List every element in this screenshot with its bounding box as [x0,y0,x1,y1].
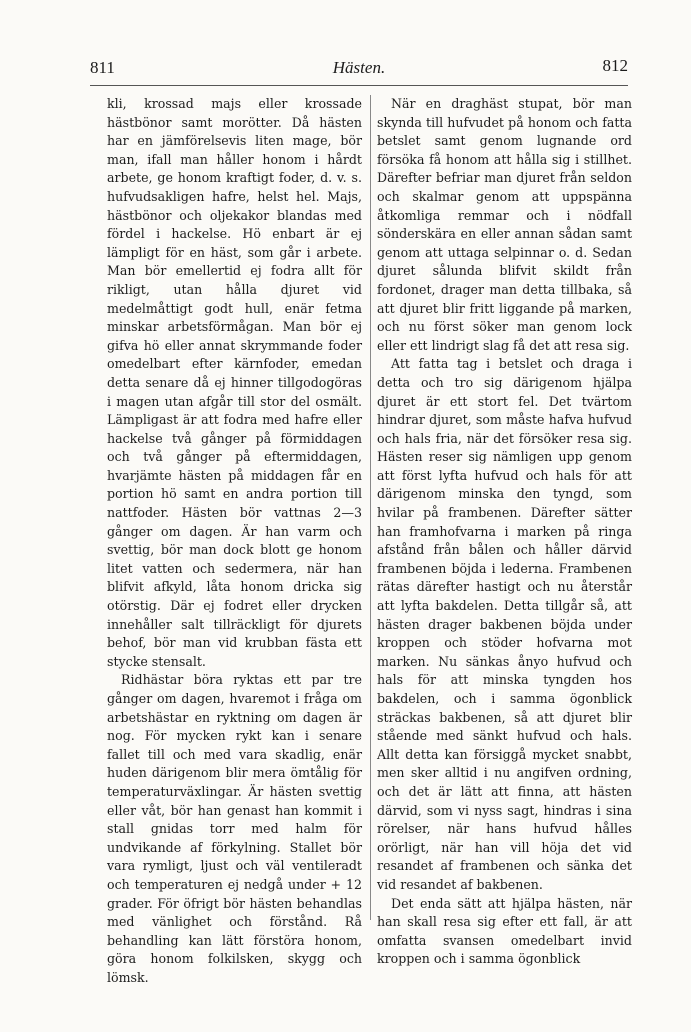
right-paragraph-1: När en draghäst stupat, bör man skynda till hufvudet på honom och fatta betslet samt genom lugnande ord försöka få honom att hålla sig i stillhet. Därefter befriar man djuret från seldon och skalmar genom att uppspänna åtkomliga remmar och i nödfall sönderskära en eller annan sådan samt genom att uttaga selpinnar o. d. Sedan djuret sålunda blifvit skildt från fordonet, drager man detta tillbaka, så att djuret blir fritt liggande på marken, och nu först söker man genom lock eller ett lindrigt slag få det att resa sig. [377,96,632,353]
left-page-number: 811 [90,58,115,77]
left-column [107,95,362,988]
right-page-number: 812 [602,56,628,75]
right-column [377,95,632,969]
left-paragraph-2: Ridhästar böra ryktas ett par tre gånger om dagen, hvaremot i fråga om arbetshästar en ryktning om dagen är nog. För mycken rykt kan i senare fallet till och med vara skadlig, enär huden därigenom blir mera ömtålig för temperaturväxlingar. Är hästen svettig eller våt, bör han genast han kommit i stall gnidas torr med halm för undvikande af förkylning. Stallet bör vara rymligt, ljust och väl ventileradt och temperaturen ej nedgå under + 12 grader. För öfrigt bör hästen behandlas med vänlighet och förstånd. Rå behandling kan lätt förstöra honom, göra honom folkilsken, skygg och lömsk. [107,672,362,985]
running-title: Hästen. [332,58,386,77]
left-paragraph-1: kli, krossad majs eller krossade hästbönor samt morötter. Då hästen har en jämförelsevis liten mage, bör man, ifall man håller honom i hårdt arbete, ge honom kraftigt foder, d. v. s. hufvudsakligen hafre, helst hel. Majs, hästbönor och oljekakor blandas med fördel i hackelse. Hö enbart är ej lämpligt för en häst, som går i arbete. Man bör emellertid ej fodra allt för rikligt, utan hålla djuret vid medelmåttigt godt hull, enär fetma minskar arbetsförmågan. Man bör ej gifva hö eller annat skrymmande foder omedelbart efter kärnfoder, emedan detta senare då ej hinner tillgodogöras i magen utan afgår till stor del osmält. Lämpligast är att fodra med hafre eller hackelse två gånger på förmiddagen och två gånger på eftermiddagen, hvarjämte hästen på middagen får en portion hö samt en andra portion till nattfoder. Hästen bör vattnas 2—3 gånger om dagen. Är han varm och svettig, bör man dock blott ge honom litet vatten och sedermera, när han blifvit afkyld, låta honom dricka sig otörstig. Där ej fodret eller drycken innehåller salt tillräckligt för djurets behof, bör man vid krubban fästa ett stycke stensalt. [107,96,362,669]
right-paragraph-2: Att fatta tag i betslet och draga i detta och tro sig därigenom hjälpa djuret är ett stort fel. Det tvärtom hindrar djuret, som måste hafva hufvud och hals fria, när det försöker resa sig. Hästen reser sig nämligen upp genom att först lyfta hufvud och hals för att därigenom minska den tyngd, som hvilar på frambenen. Därefter sätter han framhofvarna i marken på ringa afstånd från bålen och håller därvid frambenen böjda i lederna. Frambenen rätas därefter hastigt och nu återstår att lyfta bakdelen. Detta tillgår så, att hästen drager bakbenen böjda under kroppen och stöder hofvarna mot marken. Nu sänkas ånyo hufvud och hals för att minska tyngden hos bakdelen, och i samma ögonblick sträckas bakbenen, så att djuret blir stående med sänkt hufvud och hals. Allt detta kan försiggå mycket snabbt, men sker alltid i nu angifven ordning, och det är lätt att finna, att hästen därvid, som vi nyss sagt, hindras i sina rörelser, när hans hufvud hålles orörligt, när han vill höja det vid resandet af frambenen och sänka det vid resandet af bakbenen. [377,356,632,892]
column-divider [370,95,371,920]
page-header [90,52,628,84]
header-rule [90,85,628,86]
right-paragraph-3: Det enda sätt att hjälpa hästen, när han skall resa sig efter ett fall, är att omfatta svansen omedelbart invid kroppen och i samma ögonblick [377,895,632,967]
